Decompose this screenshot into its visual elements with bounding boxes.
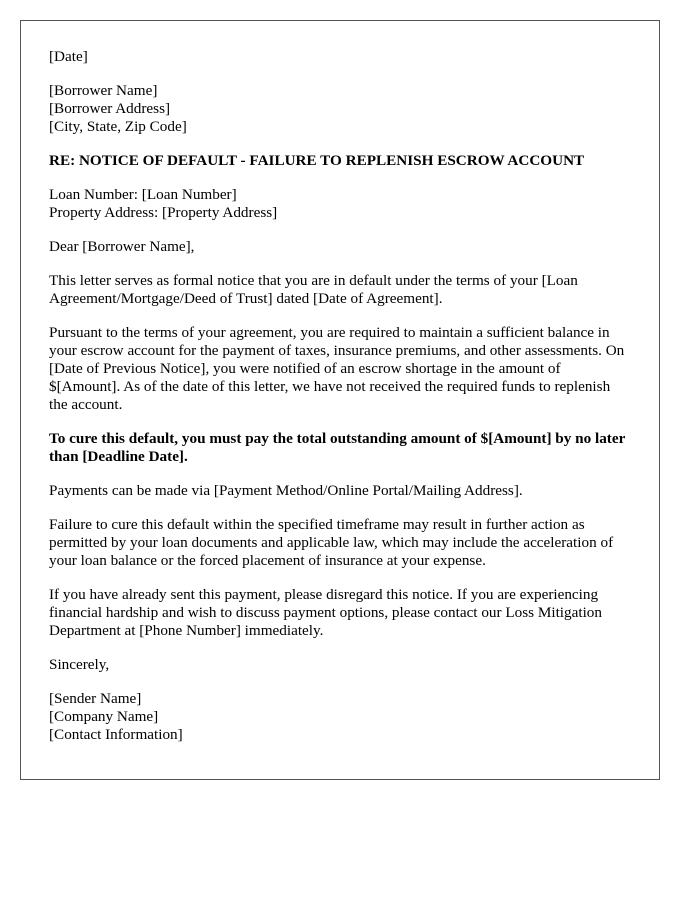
sender-contact: [Contact Information] — [49, 726, 183, 743]
recipient-address: [Borrower Address] — [49, 100, 171, 117]
recipient-city-state-zip: [City, State, Zip Code] — [49, 118, 187, 135]
loan-number: Loan Number: [Loan Number] — [49, 186, 237, 203]
paragraph-payment-methods: Payments can be made via [Payment Method/Online Portal/Mailing Address]. — [49, 482, 523, 499]
paragraph-cure-requirement: To cure this default, you must pay the total outstanding amount of $[Amount] by no later than [Deadline Date]. — [49, 430, 626, 465]
sender-company: [Company Name] — [49, 708, 159, 725]
recipient-name: [Borrower Name] — [49, 82, 158, 99]
letter-date: [Date] — [49, 48, 88, 65]
salutation: Dear [Borrower Name], — [49, 238, 195, 255]
property-address: Property Address: [Property Address] — [49, 204, 278, 221]
recipient-address-block — [49, 82, 631, 136]
sender-name: [Sender Name] — [49, 690, 142, 707]
paragraph-hardship-contact: If you have already sent this payment, please disregard this notice. If you are experiencing financial hardship and wish to discuss payment options, please contact our Loss Mitigation Department at [Phone Number] immediately. — [49, 586, 602, 639]
closing: Sincerely, — [49, 656, 110, 673]
letter-document — [20, 20, 660, 780]
loan-info-block — [49, 186, 631, 222]
paragraph-consequences: Failure to cure this default within the specified timeframe may result in further action as permitted by your loan documents and applicable law, which may include the acceleration of your loan balance or the forced placement of insurance at your expense. — [49, 516, 614, 569]
subject-line: RE: NOTICE OF DEFAULT - FAILURE TO REPLENISH ESCROW ACCOUNT — [49, 152, 585, 169]
date-block — [49, 48, 631, 66]
paragraph-default-notice: This letter serves as formal notice that you are in default under the terms of your [Loan Agreement/Mortgage/Deed of Trust] dated [Date of Agreement]. — [49, 272, 578, 307]
paragraph-escrow-shortage: Pursuant to the terms of your agreement, you are required to maintain a sufficient balance in your escrow account for the payment of taxes, insurance premiums, and other assessments. On [Date of Previous Notice], you were notified of an escrow shortage in the amount of $[Amount]. As of the date of this letter, we have not received the required funds to replenish the account. — [49, 324, 625, 413]
sender-signature-block — [49, 690, 631, 744]
